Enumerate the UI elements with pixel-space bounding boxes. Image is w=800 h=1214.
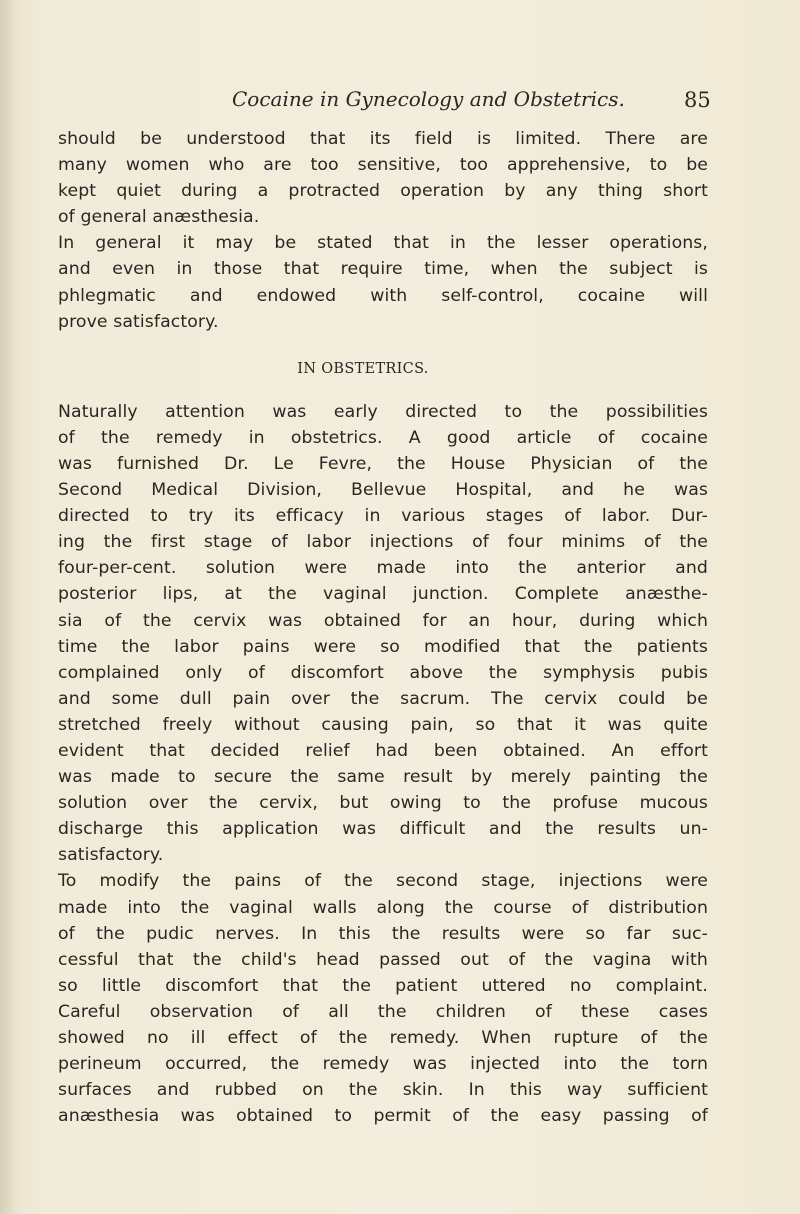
- text-line: of the pudic nerves. In this the results were so far suc-: [58, 923, 708, 944]
- text-line: time the labor pains were so modified that the patients: [58, 636, 708, 657]
- text-line: prove satisfactory.: [58, 311, 219, 332]
- body-text: [58, 126, 708, 1129]
- text-line: four-per-cent. solution were made into the anterior and: [58, 558, 708, 579]
- text-line: should be understood that its field is limited. There are: [58, 129, 708, 149]
- text-line: kept quiet during a protracted operation by any thing short: [58, 181, 708, 202]
- text-line: To modify the pains of the second stage, injections were: [58, 871, 708, 892]
- paragraph: [58, 399, 708, 869]
- text-line: posterior lips, at the vaginal junction. Complete anæsthe-: [58, 584, 708, 605]
- text-line: and even in those that require time, when the subject is: [58, 259, 708, 280]
- text-line: and some dull pain over the sacrum. The cervix could be: [58, 688, 708, 709]
- text-line: anæsthesia was obtained to permit of the easy passing of: [58, 1106, 708, 1127]
- text-line: Careful observation of all the children of these cases: [58, 1001, 708, 1022]
- text-line: In general it may be stated that in the lesser operations,: [58, 233, 708, 254]
- text-line: perineum occurred, the remedy was injected into the torn: [58, 1054, 708, 1075]
- text-line: surfaces and rubbed on the skin. In this way sufficient: [58, 1080, 708, 1101]
- text-line: evident that decided relief had been obtained. An effort: [58, 740, 708, 761]
- text-line: directed to try its efficacy in various stages of labor. Dur-: [58, 506, 708, 527]
- text-line: showed no ill effect of the remedy. When rupture of the: [58, 1028, 708, 1048]
- paragraph: [58, 230, 708, 334]
- text-line: was made to secure the same result by merely painting the: [58, 767, 708, 788]
- text-line: cessful that the child's head passed out of the vagina with: [58, 949, 708, 970]
- text-line: was furnished Dr. Le Fevre, the House Physician of the: [58, 453, 708, 474]
- text-line: made into the vaginal walls along the course of distribution: [58, 897, 708, 918]
- running-title: Cocaine in Gynecology and Obstetrics.: [232, 87, 625, 111]
- text-line: Second Medical Division, Bellevue Hospital, and he was: [58, 480, 708, 501]
- page-number: 85: [684, 88, 711, 112]
- text-line: satisfactory.: [58, 845, 164, 866]
- running-head: [232, 84, 712, 114]
- text-line: Naturally attention was early directed to the possibilities: [58, 401, 708, 422]
- section-heading: IN OBSTETRICS.: [297, 360, 429, 377]
- text-line: stretched freely without causing pain, so that it was quite: [58, 714, 708, 735]
- text-line: so little discomfort that the patient uttered no complaint.: [58, 975, 708, 996]
- text-line: sia of the cervix was obtained for an hour, during which: [58, 610, 708, 631]
- paragraph: [58, 868, 708, 1129]
- text-line: phlegmatic and endowed with self-control, cocaine will: [58, 285, 708, 306]
- text-line: solution over the cervix, but owing to the profuse mucous: [58, 793, 708, 814]
- text-line: discharge this application was difficult and the results un-: [58, 819, 708, 840]
- text-line: ing the first stage of labor injections of four minims of the: [58, 532, 708, 553]
- page-gutter-shadow: [0, 0, 18, 1214]
- text-line: complained only of discomfort above the symphysis pubis: [58, 662, 708, 683]
- text-line: of the remedy in obstetrics. A good article of cocaine: [58, 427, 708, 448]
- text-line: of general anæsthesia.: [58, 207, 260, 228]
- text-line: many women who are too sensitive, too apprehensive, to be: [58, 155, 708, 176]
- paragraph: [58, 126, 708, 230]
